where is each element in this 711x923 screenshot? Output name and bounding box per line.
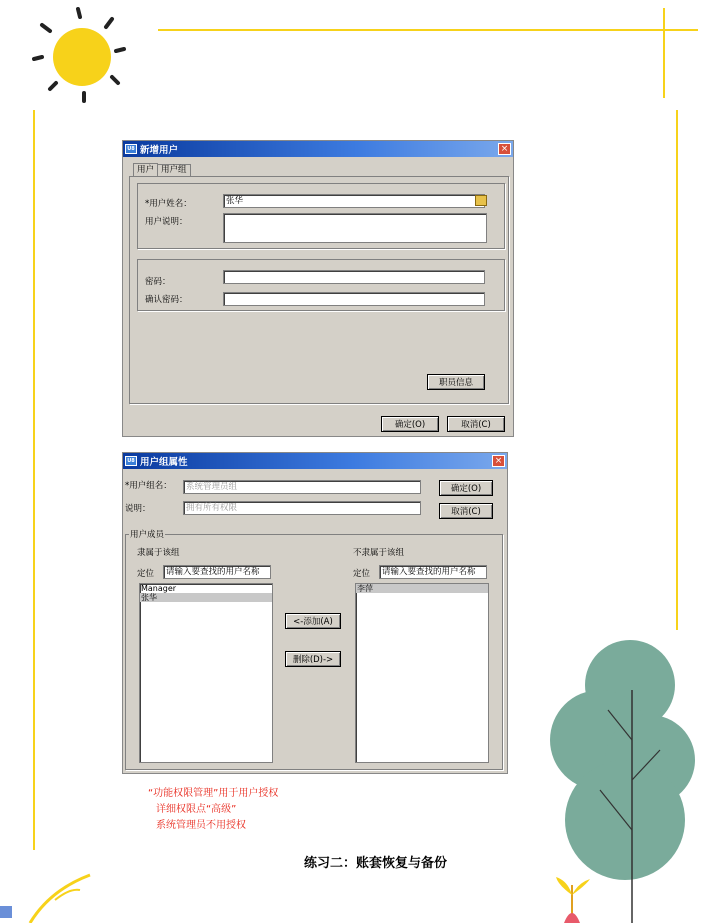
ok-button[interactable]: 确定(O) [381, 416, 439, 432]
right-decor-line-lower [676, 110, 678, 630]
group-cancel-button[interactable]: 取消(C) [439, 503, 493, 519]
remove-button[interactable]: 删除(D)-> [285, 651, 341, 667]
members-group-label: 用户成员 [130, 530, 165, 540]
description-label: 用户说明： [145, 217, 188, 227]
username-input[interactable]: 张华 [223, 194, 485, 208]
group-description-input[interactable]: 拥有所有权限 [183, 501, 421, 515]
cancel-button[interactable]: 取消(C) [447, 416, 505, 432]
group-ok-button[interactable]: 确定(O) [439, 480, 493, 496]
note-line-2: 详细权限点“高级” [156, 804, 237, 815]
note-line-1: “功能权限管理”用于用户授权 [148, 788, 279, 799]
group-name-label: *用户组名： [125, 481, 172, 491]
app-icon: U8 [125, 456, 137, 466]
password-input[interactable] [223, 270, 485, 284]
list-item[interactable]: 张华 [140, 593, 272, 602]
add-button[interactable]: <-添加(A) [285, 613, 341, 629]
group-description-label: 说明： [125, 504, 151, 514]
new-user-titlebar[interactable] [123, 141, 513, 157]
group-name-input[interactable]: 系统管理员组 [183, 480, 421, 494]
nonmember-list[interactable] [355, 583, 489, 763]
close-icon[interactable]: × [492, 455, 505, 467]
folder-icon[interactable] [475, 195, 487, 206]
app-icon: U8 [125, 144, 137, 154]
list-item[interactable]: 李萍 [356, 584, 488, 593]
confirm-password-label: 确认密码： [145, 295, 188, 305]
new-user-title: 新增用户 [140, 145, 179, 156]
locate-label-left: 定位 [137, 569, 155, 579]
page-heading: 练习二：账套恢复与备份 [304, 856, 448, 871]
top-decor-line [158, 29, 698, 31]
staff-info-button[interactable]: 职员信息 [427, 374, 485, 390]
right-decor-line [663, 8, 665, 98]
nonmember-header: 不隶属于该组 [353, 548, 405, 558]
new-user-dialog [122, 140, 514, 437]
confirm-password-input[interactable] [223, 292, 485, 306]
list-item[interactable]: Manager [141, 584, 177, 593]
plant-decoration-left [0, 870, 100, 923]
description-textarea[interactable] [223, 213, 487, 243]
note-line-3: 系统管理员不用授权 [156, 820, 246, 831]
close-icon[interactable]: × [498, 143, 511, 155]
plant-decoration-right [550, 875, 595, 923]
group-props-title: 用户组属性 [140, 457, 188, 468]
member-list[interactable] [139, 583, 273, 763]
locate-input-left[interactable]: 请输入要查找的用户名称 [163, 565, 271, 579]
username-label: *用户姓名： [145, 199, 192, 209]
group-props-titlebar[interactable] [123, 453, 507, 469]
group-props-dialog [122, 452, 508, 774]
locate-label-right: 定位 [353, 569, 371, 579]
sun-decoration [20, 5, 140, 115]
tab-user[interactable]: 用户 [133, 163, 158, 176]
password-label: 密码： [145, 277, 171, 287]
locate-input-right[interactable]: 请输入要查找的用户名称 [379, 565, 487, 579]
left-decor-line [33, 110, 35, 850]
member-header: 隶属于该组 [137, 548, 180, 558]
tab-group[interactable]: 用户组 [157, 164, 191, 176]
